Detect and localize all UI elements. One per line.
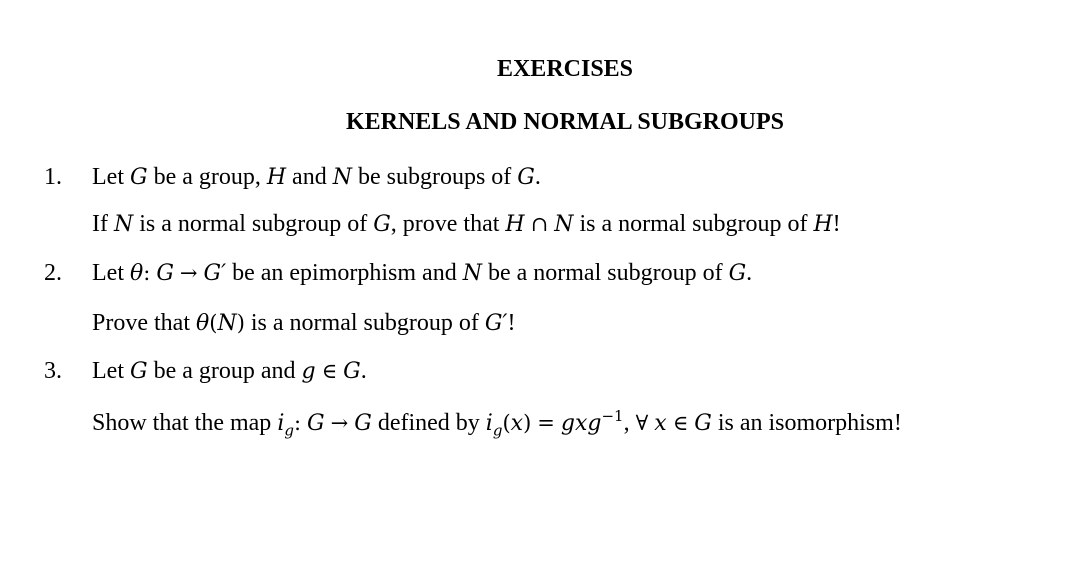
exercise-number-1: 1. bbox=[44, 164, 62, 190]
exercise-1-line-1: Let G be a group, H and N be subgroups of G. bbox=[92, 164, 541, 190]
section-subtitle: KERNELS AND NORMAL SUBGROUPS bbox=[345, 109, 785, 135]
page-title: EXERCISES bbox=[496, 56, 634, 82]
exercise-3-line-1: Let G be a group and g ∈ G. bbox=[92, 358, 367, 384]
exercise-number-2: 2. bbox=[44, 260, 62, 286]
exercise-3-line-2: Show that the map $i_g$: G → G defined by $i_g(x) = gxg^{-1}$, ∀ x ∈ G is an isomorphism! bbox=[92, 407, 902, 440]
exercise-number-3: 3. bbox=[44, 358, 62, 384]
exercise-1-line-2: If N is a normal subgroup of G, prove that H ∩ N is a normal subgroup of H! bbox=[92, 211, 841, 237]
exercise-2-line-1: Let θ: G → G′ be an epimorphism and N be a normal subgroup of G. bbox=[92, 260, 753, 286]
exercise-2-line-2: Prove that θ(N) is a normal subgroup of G′! bbox=[92, 310, 516, 336]
